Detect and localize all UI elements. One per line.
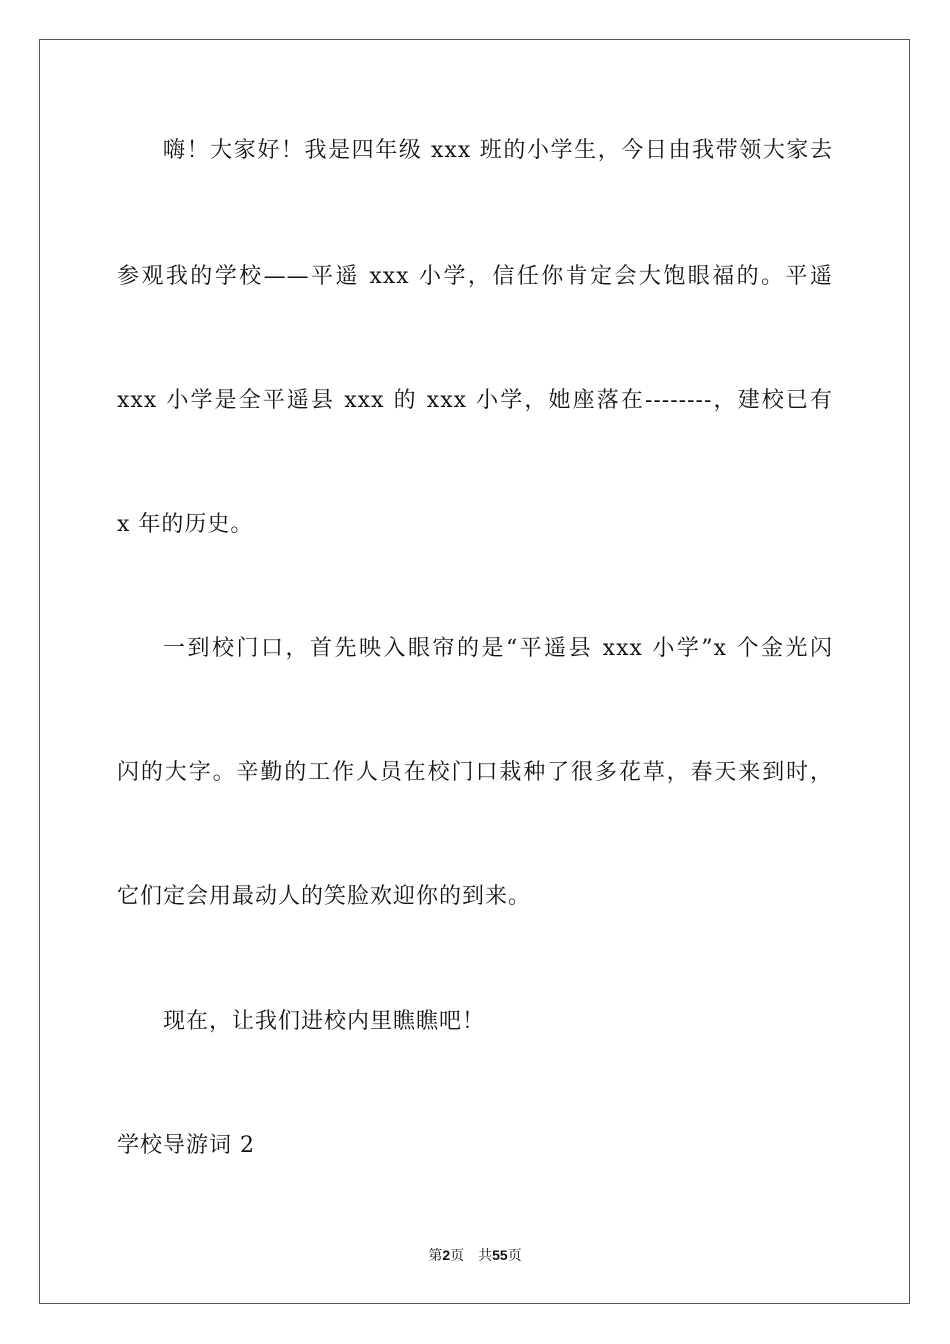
paragraph-1-line-1: 嗨！大家好！我是四年级 xxx 班的小学生，今日由我带领大家去 — [163, 138, 833, 163]
paragraph-1-line-4: x 年的历史。 — [117, 512, 254, 537]
paragraph-2-line-1: 一到校门口，首先映入眼帘的是“平遥县 xxx 小学”x 个金光闪 — [163, 636, 833, 661]
section-heading: 学校导游词 2 — [117, 1133, 255, 1158]
page-frame — [39, 39, 910, 1304]
paragraph-2-line-2: 闪的大字。辛勤的工作人员在校门口栽种了很多花草，春天来到时， — [117, 760, 833, 785]
footer-total-suffix: 页 — [507, 1248, 522, 1264]
paragraph-1-line-2: 参观我的学校——平遥 xxx 小学，信任你肯定会大饱眼福的。平遥 — [117, 264, 833, 289]
footer-total-pages: 55 — [492, 1247, 508, 1263]
footer-page-prefix: 第 — [428, 1248, 443, 1264]
footer-page-suffix: 页 — [450, 1248, 465, 1264]
page-footer — [0, 1246, 950, 1265]
paragraph-2-line-3: 它们定会用最动人的笑脸欢迎你的到来。 — [117, 884, 532, 909]
paragraph-3-line-1: 现在，让我们进校内里瞧瞧吧！ — [163, 1009, 486, 1034]
paragraph-1-line-3: xxx 小学是全平遥县 xxx 的 xxx 小学，她座落在--------，建校已有 — [117, 388, 833, 413]
footer-total-prefix: 共 — [478, 1248, 493, 1264]
footer-page-number: 2 — [442, 1247, 451, 1263]
